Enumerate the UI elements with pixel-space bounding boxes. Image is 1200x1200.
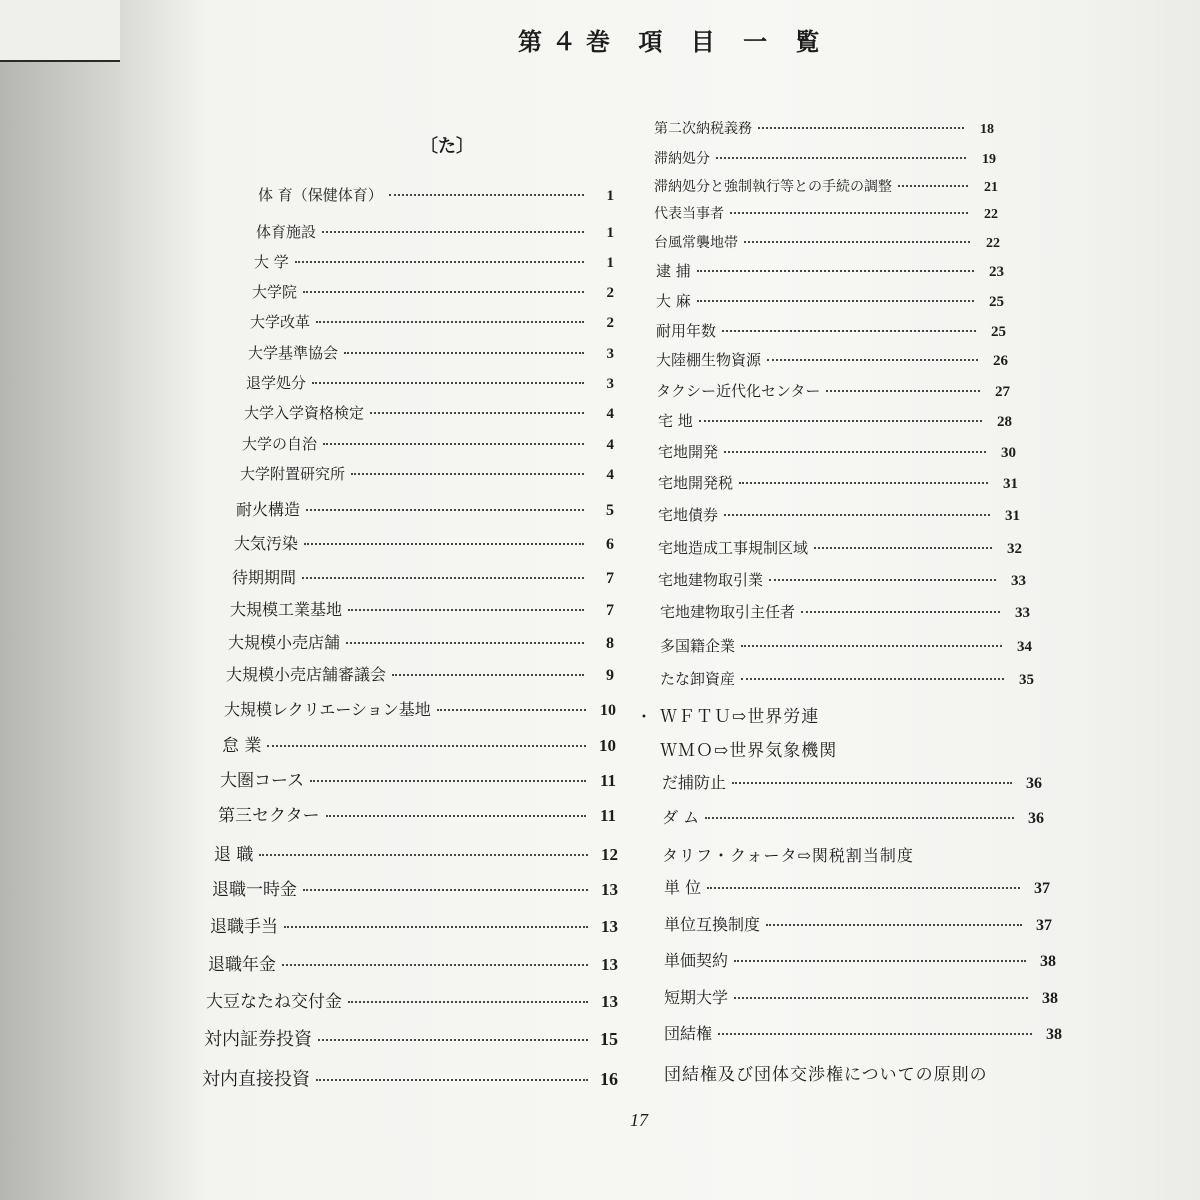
page-number: 17: [630, 1110, 648, 1130]
entry-term: 大圏コース: [220, 771, 305, 791]
index-entry: [654, 176, 998, 196]
page-title: 第４巻 項 目 一 覧: [518, 27, 830, 56]
entry-term: 台風常襲地帯: [654, 235, 738, 251]
leader-dots: [318, 1039, 588, 1041]
entry-term: ＷＦＴＵ⇨世界労連: [660, 707, 820, 727]
entry-page-number: 13: [601, 955, 618, 974]
entry-page-number: 23: [989, 264, 1004, 280]
entry-term: 宅地債券: [658, 506, 719, 524]
index-entry: [252, 281, 614, 302]
entry-term: 大学入学資格検定: [244, 404, 365, 422]
entry-term: 宅地建物取引業: [658, 571, 764, 589]
entry-page-number: 38: [1042, 990, 1058, 1007]
entry-page-number: 2: [606, 285, 614, 301]
entry-term: 短期大学: [664, 988, 729, 1007]
entry-page-number: 5: [606, 502, 614, 519]
entry-page-number: 21: [984, 180, 998, 195]
entry-page-number: 9: [606, 667, 614, 684]
index-entry: [656, 260, 1004, 281]
index-entry: [232, 565, 614, 588]
leader-dots: [707, 887, 1020, 889]
leader-dots: [370, 412, 584, 414]
leader-dots: [284, 926, 588, 928]
index-entry: [658, 537, 1022, 558]
index-entry: [214, 840, 618, 865]
entry-term: 体育施設: [256, 223, 317, 241]
index-entry: [206, 987, 618, 1012]
entry-page-number: 4: [606, 406, 614, 422]
entry-page-number: 13: [601, 880, 618, 899]
index-entry: [222, 731, 616, 756]
entry-page-number: 33: [1015, 605, 1030, 621]
index-entry: [210, 912, 618, 937]
entry-page-number: 35: [1019, 672, 1034, 688]
entry-term: 退 職: [214, 845, 254, 865]
index-entry: [656, 320, 1006, 341]
leader-dots: [722, 330, 976, 332]
leader-dots: [282, 964, 588, 966]
leader-dots: [295, 261, 584, 263]
entry-term: 団結権及び団体交渉権についての原則の: [664, 1065, 988, 1085]
index-entry: [660, 601, 1030, 622]
entry-term: 退職一時金: [212, 880, 297, 900]
leader-dots: [741, 678, 1004, 680]
leader-dots: [697, 270, 974, 272]
leader-dots: [705, 817, 1014, 819]
entry-term: 耐用年数: [656, 322, 717, 340]
entry-page-number: 1: [606, 225, 614, 241]
leader-dots: [322, 231, 584, 233]
leader-dots: [739, 482, 988, 484]
entry-term: 宅 地: [658, 412, 693, 430]
index-entry: [230, 597, 614, 620]
index-entry: [218, 801, 616, 826]
entry-page-number: 36: [1028, 810, 1044, 827]
leader-dots: [826, 390, 980, 392]
index-entry: [256, 221, 614, 242]
index-entry: [660, 736, 1020, 761]
entry-page-number: 33: [1011, 573, 1026, 589]
entry-term: だ捕防止: [662, 773, 727, 792]
entry-term: 滞納処分: [654, 151, 710, 167]
leader-dots: [316, 1079, 588, 1081]
leader-dots: [346, 642, 584, 644]
index-entry: [220, 766, 616, 791]
entry-page-number: 22: [986, 236, 1000, 251]
entry-page-number: 7: [606, 570, 614, 587]
entry-term: 大気汚染: [234, 534, 299, 553]
leader-dots: [344, 352, 584, 354]
leader-dots: [758, 127, 964, 129]
index-entry: [254, 251, 614, 272]
entry-term: 宅地開発税: [658, 474, 734, 492]
entry-page-number: 31: [1005, 508, 1020, 524]
entry-term: 退職手当: [210, 917, 278, 937]
index-entry: [654, 232, 1000, 252]
index-entry: [662, 805, 1044, 828]
entry-term: 大学院: [252, 283, 298, 301]
index-entry: [202, 1065, 618, 1091]
leader-dots: [267, 745, 586, 747]
entry-term: タリフ・クォータ⇨関税割当制度: [662, 846, 914, 865]
entry-term: 対内直接投資: [202, 1069, 310, 1090]
leader-dots: [348, 609, 584, 611]
leader-dots: [310, 780, 586, 782]
index-entry: [234, 531, 614, 554]
leader-dots: [348, 1001, 588, 1003]
entry-term: 宅地建物取引主任者: [660, 603, 796, 621]
leader-dots: [741, 645, 1002, 647]
entry-term: 単位互換制度: [664, 915, 761, 934]
entry-page-number: 16: [600, 1069, 618, 1089]
leader-dots: [898, 185, 968, 187]
entry-page-number: 32: [1007, 541, 1022, 557]
entry-term: 大 学: [254, 253, 289, 271]
entry-page-number: 13: [601, 992, 618, 1011]
index-entry: [664, 1060, 1024, 1085]
entry-page-number: 28: [997, 414, 1012, 430]
entry-term: 代表当事者: [654, 206, 724, 222]
entry-term: 待期期間: [232, 568, 297, 587]
index-entry: [204, 1025, 618, 1051]
index-entry: [654, 203, 998, 223]
entry-term: 大規模小売店舗審議会: [226, 665, 387, 684]
leader-dots: [437, 709, 586, 711]
leader-dots: [730, 212, 968, 214]
entry-term: 宅地開発: [658, 443, 719, 461]
index-entry: [658, 569, 1026, 590]
entry-page-number: 11: [599, 806, 616, 825]
index-entry: [664, 912, 1052, 935]
entry-page-number: 15: [600, 1029, 618, 1049]
entry-page-number: 22: [984, 207, 998, 222]
leader-dots: [259, 854, 588, 856]
entry-page-number: 37: [1034, 880, 1050, 897]
bullet-mark: •: [641, 712, 647, 723]
leader-dots: [303, 889, 588, 891]
leader-dots: [814, 547, 992, 549]
entry-term: 滞納処分と強制執行等との手続の調整: [654, 179, 892, 195]
index-entry: [258, 184, 614, 205]
entry-page-number: 36: [1026, 775, 1042, 792]
index-entry: [662, 843, 1022, 866]
section-heading: 〔た〕: [420, 136, 474, 157]
leader-dots: [734, 997, 1028, 999]
index-entry: [226, 662, 614, 685]
entry-term: 逮 捕: [656, 262, 691, 280]
entry-term: 宅地造成工事規制区域: [658, 539, 809, 557]
entry-term: 大学改革: [250, 313, 311, 331]
index-entry: [656, 380, 1010, 401]
leader-dots: [718, 1033, 1032, 1035]
leader-dots: [766, 924, 1022, 926]
entry-page-number: 34: [1017, 639, 1032, 655]
leader-dots: [316, 321, 584, 323]
entry-page-number: 11: [599, 771, 616, 790]
entry-page-number: 6: [606, 536, 614, 553]
entry-term: 対内証券投資: [204, 1029, 312, 1050]
entry-page-number: 25: [991, 324, 1006, 340]
index-entry: [236, 497, 614, 520]
leader-dots: [323, 443, 584, 445]
leader-dots: [699, 420, 982, 422]
entry-term: 大規模レクリエーション基地: [224, 700, 431, 719]
entry-term: 団結権: [664, 1024, 713, 1043]
leader-dots: [351, 473, 584, 475]
entry-page-number: 13: [601, 917, 618, 936]
index-entry: [664, 1021, 1062, 1044]
entry-term: 体 育（保健体育）: [258, 186, 383, 204]
entry-page-number: 31: [1003, 476, 1018, 492]
index-entry: [248, 342, 614, 363]
entry-page-number: 3: [606, 376, 614, 392]
leader-dots: [716, 157, 966, 159]
entry-page-number: 38: [1040, 953, 1056, 970]
entry-term: 第三セクター: [218, 806, 320, 826]
entry-page-number: 10: [599, 736, 616, 755]
leader-dots: [304, 543, 584, 545]
entry-page-number: 10: [600, 702, 616, 719]
index-entry: [224, 697, 616, 720]
entry-page-number: 38: [1046, 1026, 1062, 1043]
entry-term: 退職年金: [208, 955, 276, 975]
entry-term: 大規模工業基地: [230, 600, 343, 619]
leader-dots: [306, 509, 584, 511]
entry-term: 大学基準協会: [248, 344, 339, 362]
index-entry: [658, 504, 1020, 525]
entry-page-number: 18: [980, 122, 994, 137]
entry-page-number: 27: [995, 384, 1010, 400]
leader-dots: [697, 300, 974, 302]
index-entry: [212, 875, 618, 900]
leader-dots: [769, 579, 996, 581]
index-entry: [208, 950, 618, 975]
index-entry: [228, 630, 614, 653]
entry-page-number: 3: [606, 346, 614, 362]
entry-page-number: 2: [606, 315, 614, 331]
leader-dots: [392, 674, 584, 676]
index-entry: [660, 635, 1032, 656]
entry-term: 大学附置研究所: [240, 465, 346, 483]
leader-dots: [724, 451, 986, 453]
index-entry: [664, 948, 1056, 971]
index-entry: [656, 349, 1008, 370]
index-entry: [658, 472, 1018, 493]
entry-page-number: 37: [1036, 917, 1052, 934]
entry-term: 大陸棚生物資源: [656, 351, 762, 369]
entry-page-number: 25: [989, 294, 1004, 310]
leader-dots: [302, 577, 584, 579]
index-entry: [240, 463, 614, 484]
leader-dots: [389, 194, 584, 196]
entry-page-number: 4: [606, 437, 614, 453]
index-entry: [658, 441, 1016, 462]
entry-page-number: 8: [606, 635, 614, 652]
entry-term: ダ ム: [662, 808, 700, 827]
entry-term: 大豆なたね交付金: [206, 992, 342, 1012]
index-entry: [660, 702, 1020, 727]
leader-dots: [312, 382, 584, 384]
index-entry: [664, 985, 1058, 1008]
index-entry: [662, 770, 1042, 793]
leader-dots: [767, 359, 978, 361]
index-entry: [654, 148, 996, 168]
index-entry: [658, 410, 1012, 431]
entry-term: タクシー近代化センター: [656, 382, 821, 400]
entry-term: たな卸資産: [660, 670, 736, 688]
leader-dots: [724, 514, 990, 516]
index-entry: [654, 118, 994, 138]
entry-term: 怠 業: [222, 736, 262, 756]
index-entry: [246, 372, 614, 393]
leader-dots: [303, 291, 584, 293]
leader-dots: [744, 241, 970, 243]
entry-page-number: 1: [606, 255, 614, 271]
entry-page-number: 12: [601, 845, 618, 864]
entry-page-number: 4: [606, 467, 614, 483]
entry-term: 退学処分: [246, 374, 307, 392]
entry-term: 大学の自治: [242, 435, 318, 453]
entry-term: 単 位: [664, 878, 702, 897]
leader-dots: [734, 960, 1026, 962]
index-entry: [250, 311, 614, 332]
leader-dots: [732, 782, 1012, 784]
entry-page-number: 26: [993, 353, 1008, 369]
index-entry: [656, 290, 1004, 311]
entry-term: 大 麻: [656, 292, 691, 310]
entry-page-number: 1: [606, 188, 614, 204]
index-entry: [660, 668, 1034, 689]
entry-term: 耐火構造: [236, 500, 301, 519]
entry-page-number: 30: [1001, 445, 1016, 461]
entry-term: 多国籍企業: [660, 637, 736, 655]
leader-dots: [326, 815, 586, 817]
entry-term: 単価契約: [664, 951, 729, 970]
leader-dots: [801, 611, 1000, 613]
index-entry: [664, 875, 1050, 898]
index-entry: [242, 433, 614, 454]
index-entry: [244, 402, 614, 423]
page-shading: [1080, 0, 1200, 1200]
entry-term: 大規模小売店舗: [228, 633, 341, 652]
entry-term: ＷＭＯ⇨世界気象機関: [660, 741, 838, 761]
entry-page-number: 19: [982, 152, 996, 167]
entry-term: 第二次納税義務: [654, 121, 752, 137]
entry-page-number: 7: [606, 602, 614, 619]
